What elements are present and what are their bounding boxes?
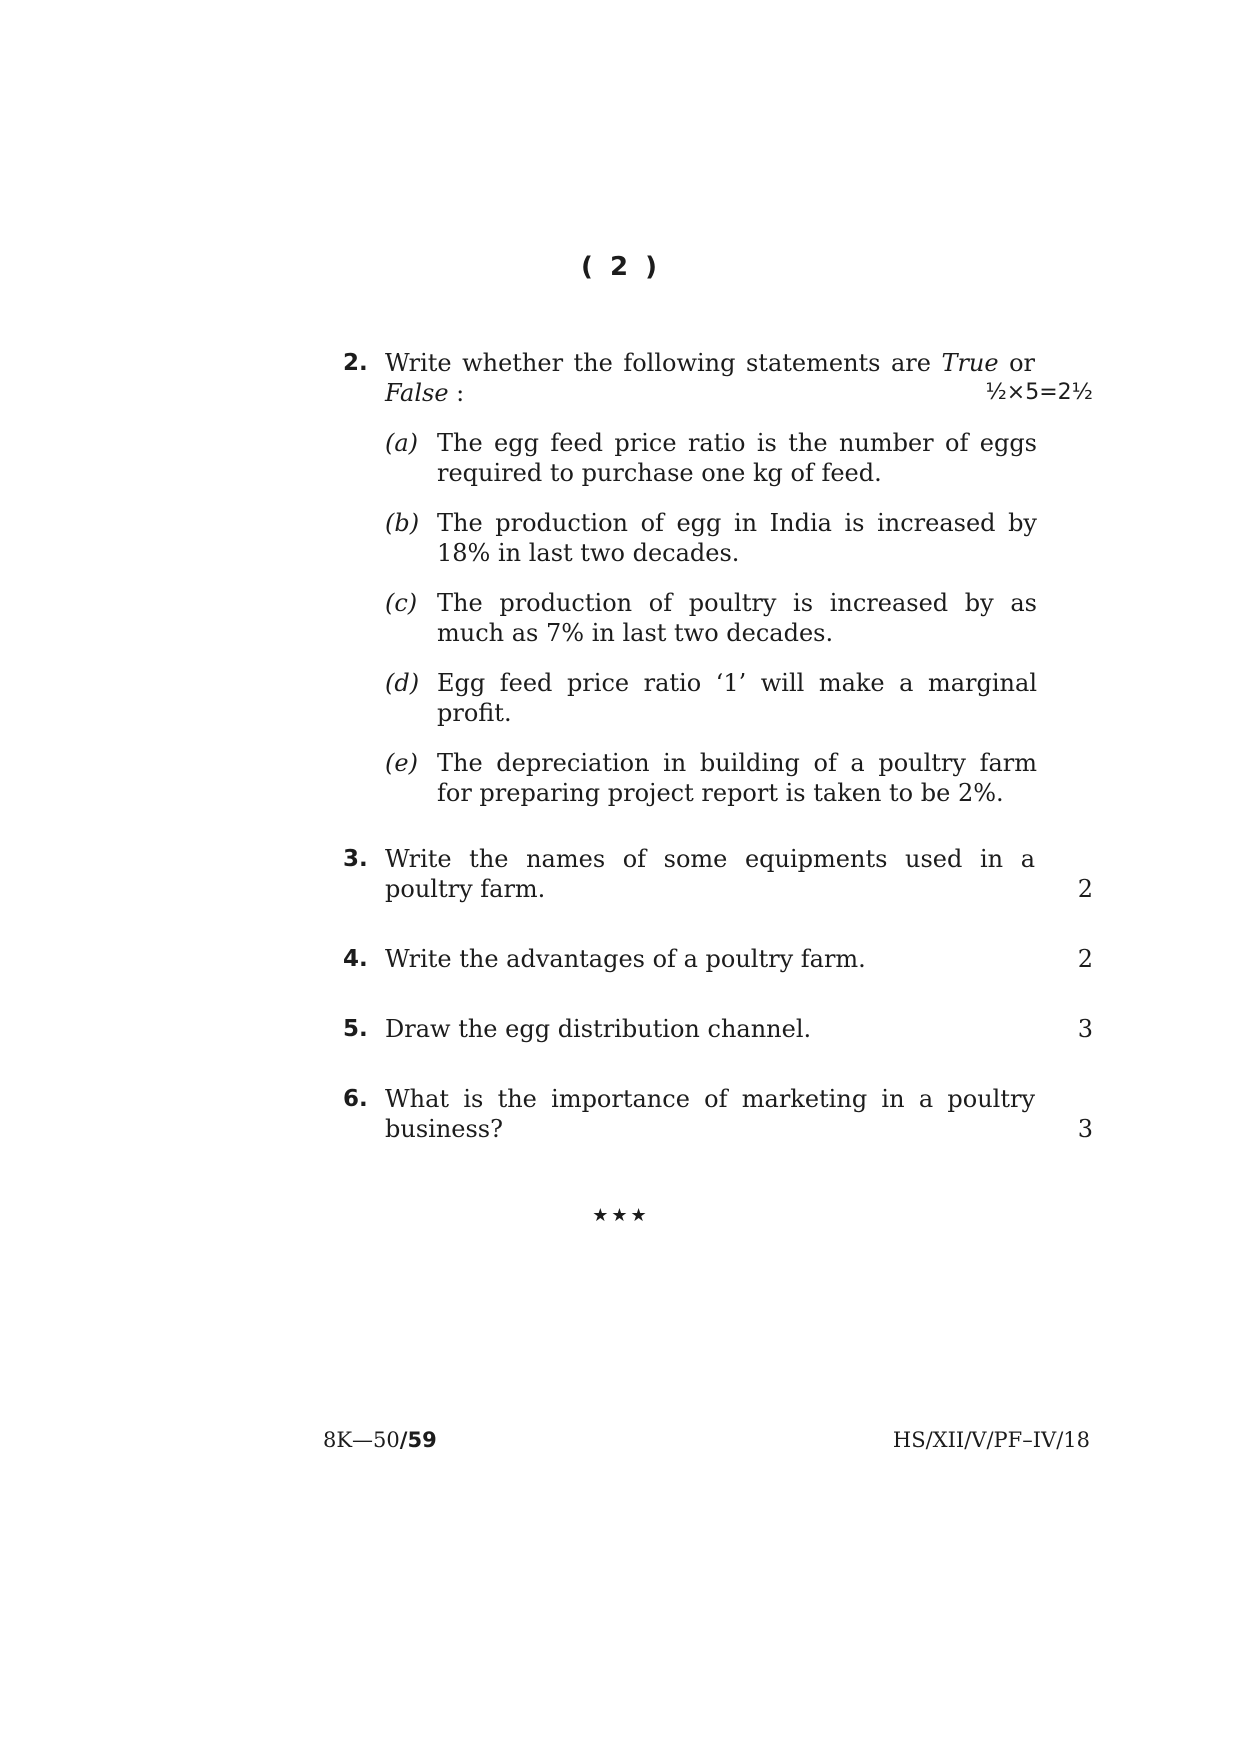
question-number: 2.: [343, 350, 368, 376]
marks: 3: [1077, 1115, 1093, 1143]
sub-question: [385, 748, 1037, 808]
sub-question: [385, 508, 1037, 568]
sub-question-text: The production of poultry is increased by as much as 7% in last two decades.: [437, 589, 1037, 647]
sub-question: [385, 588, 1037, 648]
end-of-paper-stars: ★★★: [592, 1205, 650, 1226]
marks: ½×5=2½: [985, 380, 1093, 405]
sub-question-label: (e): [385, 749, 418, 777]
sub-question-label: (c): [385, 589, 418, 617]
question-4: [343, 944, 1093, 974]
question-text-part: or: [998, 349, 1036, 377]
sub-question-list: [385, 428, 1093, 808]
question-text: What is the importance of marketing in a poultry business?: [385, 1085, 1035, 1143]
footer-code-text: 8K—50: [323, 1428, 400, 1452]
question-text-part: :: [448, 379, 465, 407]
question-list: [343, 348, 1093, 1144]
question-number: 6.: [343, 1086, 368, 1112]
sub-question-text: The production of egg in India is increased by 18% in last two decades.: [437, 509, 1037, 567]
marks: 2: [1077, 945, 1093, 973]
sub-question-label: (d): [385, 669, 420, 697]
question-2: [343, 348, 1093, 808]
question-text: [385, 348, 1035, 408]
question-text: Write the names of some equipments used in a poultry farm.: [385, 845, 1035, 903]
question-number: 5.: [343, 1016, 368, 1042]
question-5: [343, 1014, 1093, 1044]
marks: 2: [1077, 875, 1093, 903]
sub-question-label: (b): [385, 509, 420, 537]
question-text: Write the advantages of a poultry farm.: [385, 945, 866, 973]
sub-question-label: (a): [385, 429, 419, 457]
footer-subject-code: HS/XII/V/PF–IV/18: [892, 1428, 1090, 1452]
page-number: ( 2 ): [581, 252, 661, 282]
sub-question-text: The egg feed price ratio is the number of eggs required to purchase one kg of feed.: [437, 429, 1037, 487]
sub-question: [385, 668, 1037, 728]
false-word: False: [385, 379, 449, 407]
marks: 3: [1077, 1015, 1093, 1043]
sub-question-text: The depreciation in building of a poultry farm for preparing project report is taken to be 2%.: [437, 749, 1037, 807]
question-number: 3.: [343, 846, 368, 872]
sub-question: [385, 428, 1037, 488]
question-text: Draw the egg distribution channel.: [385, 1015, 812, 1043]
question-3: [343, 844, 1093, 904]
sub-question-text: Egg feed price ratio ‘1’ will make a marginal profit.: [437, 669, 1037, 727]
question-6: [343, 1084, 1093, 1144]
question-text-part: Write whether the following statements are: [385, 349, 942, 377]
footer-paper-code: [323, 1428, 437, 1452]
footer-code-bold: /59: [399, 1428, 437, 1452]
question-number: 4.: [343, 946, 368, 972]
true-word: True: [941, 349, 999, 377]
